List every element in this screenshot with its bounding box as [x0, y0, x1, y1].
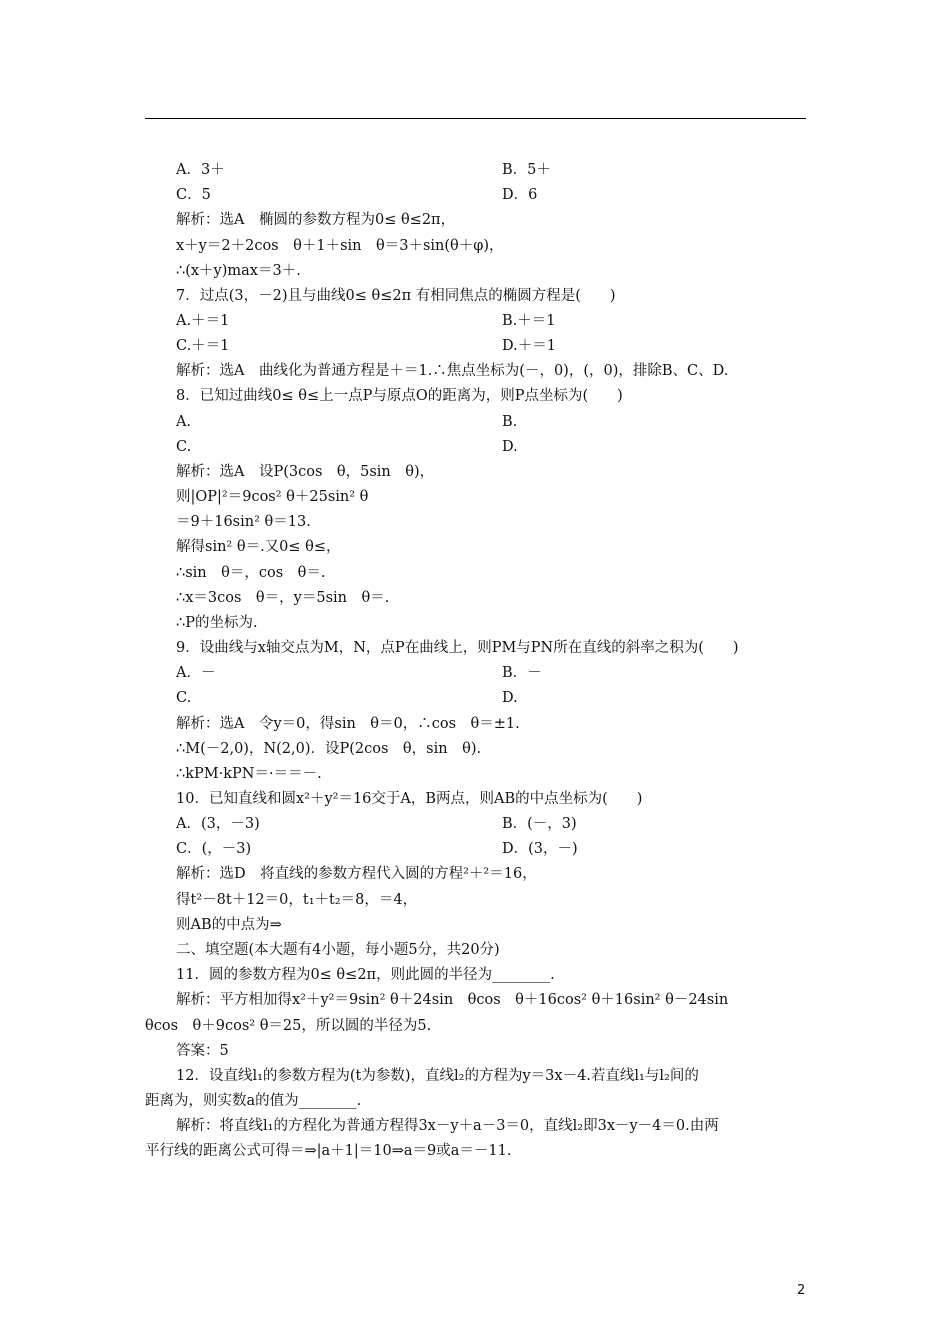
option-right: B.＋＝1 [502, 313, 556, 329]
text-line: A. [176, 414, 192, 430]
text-line: ∴(x＋y)max＝3＋. [176, 263, 301, 279]
text-line: 8．已知过曲线0≤ θ≤上一点P与原点O的距离为，则P点坐标为( ) [176, 388, 623, 404]
text-line: C. [176, 439, 192, 455]
text-line: ∴M(－2,0)，N(2,0)．设P(2cos θ，sin θ). [176, 741, 482, 757]
text-line: 解析：选A 设P(3cos θ，5sin θ)， [176, 464, 435, 480]
option-right: D.＋＝1 [502, 338, 556, 354]
text-line: C.＋＝1 [176, 338, 230, 354]
option-right: B．(－，3) [502, 816, 577, 832]
text-line: ＝9＋16sin² θ＝13. [176, 514, 311, 530]
text-line: 答案：5 [176, 1043, 229, 1059]
text-line: A．(3，－3) [176, 816, 260, 832]
option-right: B．－ [502, 665, 542, 681]
option-right: D. [502, 439, 518, 455]
text-line: 则|OP|²＝9cos² θ＋25sin² θ [176, 489, 369, 505]
text-line: ∴P的坐标为. [176, 615, 258, 631]
option-right: B. [502, 414, 518, 430]
text-line: C．(，－3) [176, 841, 252, 857]
text-line: 解析：平方相加得x²＋y²＝9sin² θ＋24sin θcos θ＋16cos² θ＋16sin² θ－24sin [176, 992, 729, 1008]
text-line: ∴x＝3cos θ＝，y＝5sin θ＝. [176, 590, 390, 606]
text-line: 11．圆的参数方程为0≤ θ≤2π，则此圆的半径为________. [176, 967, 555, 983]
option-right: D. [502, 690, 518, 706]
text-line: 解析：选A 令y＝0，得sin θ＝0，∴cos θ＝±1. [176, 716, 520, 732]
text-line: 7．过点(3，－2)且与曲线0≤ θ≤2π 有相同焦点的椭圆方程是( ) [176, 288, 616, 304]
text-line: 距离为，则实数a的值为________. [145, 1093, 362, 1109]
text-line: A．3＋ [176, 162, 225, 178]
page-number: 2 [797, 1283, 806, 1298]
text-line: ∴sin θ＝，cos θ＝. [176, 565, 326, 581]
text-line: 解析：选A 椭圆的参数方程为0≤ θ≤2π， [176, 212, 456, 228]
text-line: 解析：选D 将直线的参数方程代入圆的方程²＋²＝16， [176, 866, 537, 882]
text-line: A.＋＝1 [176, 313, 230, 329]
text-line: C．5 [176, 187, 211, 203]
header-rule [145, 118, 806, 119]
option-right: B．5＋ [502, 162, 551, 178]
text-line: θcos θ＋9cos² θ＝25，所以圆的半径为5. [145, 1018, 432, 1034]
text-line: 10．已知直线和圆x²＋y²＝16交于A，B两点，则AB的中点坐标为( ) [176, 791, 643, 807]
option-right: D．(3，－) [502, 841, 578, 857]
text-line: 12．设直线l₁的参数方程为(t为参数)，直线l₂的方程为y＝3x－4.若直线l₁与l₂间的 [176, 1068, 699, 1084]
text-line: 解析：将直线l₁的方程化为普通方程得3x－y＋a－3＝0，直线l₂即3x－y－4＝0.由两 [176, 1118, 719, 1134]
text-line: x＋y＝2＋2cos θ＋1＋sin θ＝3＋sin(θ＋φ)， [176, 238, 504, 254]
text-line: ∴kPM·kPN＝·＝＝－. [176, 766, 322, 782]
text-line: A．－ [176, 665, 216, 681]
text-line: 得t²－8t＋12＝0，t₁＋t₂＝8，＝4， [176, 892, 418, 908]
text-line: 二、填空题(本大题有4小题，每小题5分，共20分) [176, 942, 500, 958]
text-line: 则AB的中点为⇒ [176, 917, 282, 933]
text-line: C. [176, 690, 192, 706]
text-line: 解得sin² θ＝.又0≤ θ≤， [176, 539, 341, 555]
option-right: D．6 [502, 187, 538, 203]
text-line: 平行线的距离公式可得＝⇒|a＋1|＝10⇒a＝9或a＝－11. [145, 1143, 512, 1159]
text-line: 解析：选A 曲线化为普通方程是＋＝1.∴焦点坐标为(－，0)，(，0)，排除B、C、D. [176, 363, 729, 379]
text-line: 9．设曲线与x轴交点为M，N，点P在曲线上，则PM与PN所在直线的斜率之积为( ) [176, 640, 739, 656]
